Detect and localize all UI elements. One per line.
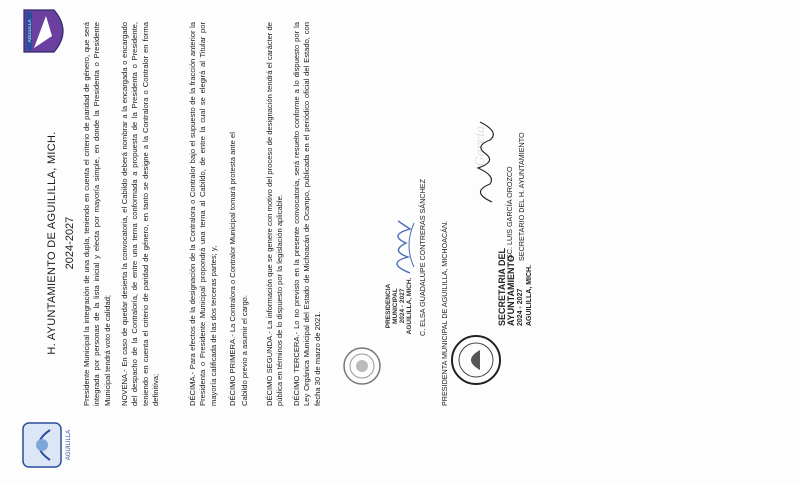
presidency-stamp: [385, 266, 413, 346]
document-title: H. AYUNTAMIENTO DE AGUILILLA, MICH.: [46, 131, 58, 355]
secretary-stamp-line: 2024 - 2027: [517, 288, 524, 326]
secretary-title: SECRETARIO DEL H. AYUNTAMIENTO: [517, 132, 526, 261]
secretary-signature: [466, 116, 506, 206]
presidency-stamp-line: AGUILILLA, MICH.: [406, 277, 413, 335]
secretary-stamp-line: AGUILILLA, MICH.: [526, 264, 533, 326]
svg-text:AGUILILLA: AGUILILLA: [27, 19, 32, 43]
paragraph-decimo-tercera: DÉCIMO TERCERA.- Lo no previsto en la presente convocatoria, será resuelto conforme a lo dispuesto por la Ley Orgánica Municipal del Estado de Michoacán de Ocampo, publicada en el periódico oficial del Estado, con fecha 30 de marzo de 2021.: [292, 22, 322, 406]
secretary-stamp-line: AYUNTAMIENTO: [506, 255, 516, 326]
secretary-stamp-line: SECRETARIA DEL: [497, 247, 507, 326]
svg-text:AGUILILLA: AGUILILLA: [66, 429, 72, 461]
paragraph-decimo-primera-cont: Cabildo previo a asumir el cargo.: [240, 294, 249, 406]
presidency-stamp-line: MUNICIPAL: [392, 288, 399, 324]
presidency-stamp-line: 2024 - 2027: [399, 288, 406, 324]
paragraph-decimo-segunda: DÉCIMO SEGUNDA.- La información que se genere con motivo del proceso de designación tendrá el carácter de pública en términos de lo dispuesto por la legislación aplicable.: [265, 22, 285, 406]
president-name: C. ELSA GUADALUPE CONTRERAS SÁNCHEZ: [418, 179, 427, 336]
presidency-seal: [342, 346, 382, 386]
paragraph-novena: NOVENA.- En caso de quedar desierta la convocatoria, el Cabildo deberá nombrar a la encargada o encargado del despacho de la Contraloría, de entre una terna conformada a propuesta de la Presidenta o Presidente, teniendo en cuenta el criterio de paridad de género, en tanto se designe a la Contralora o Contralor en forma definitiva;: [120, 22, 161, 406]
paragraph-decima: DÉCIMA.- Para efectos de la designación de la Contralora o Contralor bajo el supuesto de la fracción anterior la Presidenta o Presidente Municipal propondrá una terna al Cabildo, de entre la cual se elegirá al Titular por mayoría calificada de las dos terceras partes; y,: [188, 22, 218, 406]
president-title: PRESIDENTA MUNICIPAL DE AGUILILLA, MICHOACÁN.: [440, 220, 449, 406]
secretary-stamp: [498, 216, 534, 326]
svg-text:Garcia: Garcia: [473, 125, 487, 166]
presidency-stamp-line: PRESIDENCIA: [385, 283, 392, 329]
paragraph-decimo-primera: DÉCIMO PRIMERA.- La Contralora o Contralor Municipal tomará protesta ante el: [228, 132, 237, 406]
secretary-seal: [450, 334, 502, 386]
paragraph-octava-continued: Presidente Municipal la integración de una dupla, teniendo en cuenta el criterio de paridad de género, que será integrada por personas de la lista inicial y electa por mayoría simple, en donde la Presidenta o Presidente Municipal tendrá voto de calidad;: [82, 22, 112, 406]
secretary-name: ISC. LUIS GARCÍA OROZCO: [505, 166, 514, 261]
administration-years: 2024-2027: [64, 216, 76, 270]
